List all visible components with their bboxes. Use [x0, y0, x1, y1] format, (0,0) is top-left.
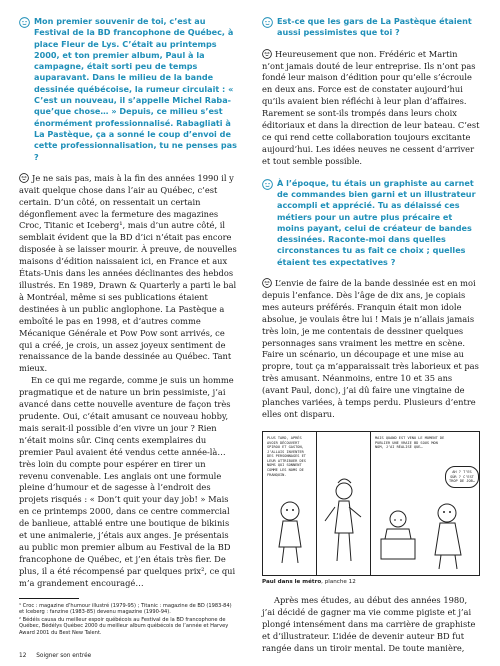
page-number: 12 — [19, 653, 27, 659]
answer-text: Heureusement que non. Frédéric et Martin n’ont jamais douté de leur entreprise. Ils n’ont pas fondé leur maison d’édition pour qu’elle s’écroule en deux ans. Force est de constater aujourd’hui qu’ils avaient bien réfléchi à leur plan d’affaires. Rarement se sont-ils trompés dans leurs choix éditoriaux et dans la direction de leur bateau. C’est ce qui rend cette collaboration toujours excitante aujourd’hui. Les idées neuves ne cessent d’arriver et tout semble possible. — [262, 48, 480, 166]
comic-bubble: AH ? T’ES SÛR ? C’EST TROP DE JOB… — [445, 466, 479, 488]
caption-detail: , planche 12 — [321, 578, 356, 585]
answer-paragraph — [262, 278, 480, 421]
interview-question — [262, 178, 480, 268]
interview-question — [262, 16, 480, 39]
section-title: Soigner son entrée — [36, 653, 92, 659]
footnote-divider — [19, 598, 79, 599]
comic-character-drawing — [269, 497, 311, 567]
interview-answer — [262, 595, 480, 655]
comic-panel — [371, 432, 481, 575]
question-text: Est-ce que les gars de La Pastèque étaient aussi pessimistes que toi ? — [277, 16, 472, 38]
comic-strip-image — [262, 431, 480, 576]
page-footer — [19, 653, 99, 659]
answer-text: L’envie de faire de la bande dessinée est en moi depuis l’enfance. Dès l’âge de dix ans, je copiais mes auteurs préférés. Franquin était mon idole absolue, je voulais être lui ! Mais je n’allais jamais très loin, je me contentais de dessiner quelques personnages sans vraiment les mettre en scène. Faire un scénario, un découpage et une mise au propre, tout ça m’apparaissait très laborieux et pas très amusant. Néanmoins, entre 10 et 35 ans (avant Paul, donc), j’ai dû faire une vingtaine de planches variées, à temps perdu. Plusieurs d’entre elles ont disparu. — [262, 278, 479, 419]
comic-bubble: PLUS TARD, APRÈS AVOIR DÉCOUVERT SPIROU ET GASTON, J’ALLAIS INVENTER DES PERSONNAGES ET LEUR ATTRIBUER DES NOMS QUI SONNENT COMME LES NOMS DE FRANQUIN. — [267, 435, 306, 477]
footnotes — [19, 603, 237, 637]
comic-characters-drawing — [377, 499, 473, 571]
author-face-icon — [262, 49, 272, 59]
left-column — [19, 16, 237, 638]
question-text: À l’époque, tu étais un graphiste au carnet de commandes bien garni et un illustrateur accompli et apprécié. Tu as délaissé ces métiers pour un autre plus précaire et moins payant, celui de créateur de bandes dessinées. Raconte-moi dans quelles circonstances tu as fait ce choix ; quelles étaient tes expectatives ? — [277, 177, 476, 267]
interview-answer — [262, 278, 480, 421]
author-face-icon — [262, 278, 272, 288]
interviewer-face-icon — [262, 17, 273, 28]
answer-paragraph — [262, 49, 480, 168]
comic-panel — [263, 432, 317, 575]
question-text: Mon premier souvenir de toi, c’est au Festival de la BD francophone de Québec, à place Fleur de Lys. C’était au printemps 2000, et ton premier album, Paul à la campagne, était sorti peu de temps auparavant. Dans le milieu de la bande dessinée québécoise, la rumeur circulait : « C’est un nouveau, il s’appelle Michel Raba-que’que chose… » Depuis, ce milieu s’est énormément professionnalisé. Rabagliati à La Pastèque, ça a sonné le coup d’envoi de cette professionnalisation, tu ne penses pas ? — [34, 16, 237, 162]
interview-answer — [19, 173, 237, 590]
answer-text: Je ne sais pas, mais à la fin des années 1990 il y avait quelque chose dans l’air au Québec, c’est certain. D’un côté, on ressentait un certain dégonflement avec la fermeture des magazines Croc, Titanic et Iceberg¹, mais d’un autre côté, il semblait évident que la BD d’ici n’était pas encore disposée à se laisser mourir. À preuve, de nouvelles maisons d’édition naissaient ici, en France et aux États-Unis dans les années déclinantes des hebdos illustrés. En 1989, Drawn & Quarterly a parti le bal à Montréal, même si ses publications étaient destinées à un public anglophone. La Pastèque a emboîté le pas en 1998, et d’autres comme Mécanique Générale et Pow Pow sont arrivés, ce qui a créé, je crois, un assez joyeux sentiment de renaissance de la bande dessinée au Québec. Tant mieux. — [19, 172, 237, 374]
footnote: ² Bédéis causa du meilleur espoir québécois au Festival de la BD francophone de Québec, Bédélys Québec 2000 du meilleur album québécois de l’année et Harvey Award 2001 du Best New Talent. — [19, 616, 229, 636]
interview-question — [19, 16, 237, 163]
answer-paragraph: En ce qui me regarde, comme je suis un homme pragmatique et de nature un brin pessimiste, j’ai avancé dans cette nouvelle aventure de façon très prudente. Oui, c’était amusant ce nouveau hobby, mais serait-il possible d’en vivre un jour ? Rien n’était moins sûr. Cinq cents exemplaires du premier Paul avaient été vendus cette année-là… très loin du compte pour espérer en tirer un revenu convenable. Les anglais ont une formule pleine d’humour et de sagesse à l’endroit des projets risqués : « Don’t quit your day job! » Mais en ce printemps 2000, dans ce centre commercial de banlieue, attablé entre une boutique de bikinis et une animalerie, j’étais aux anges. Je présentais au public mon premier album au Festival de la BD francophone de Québec, et j’en étais très fier. De plus, il a été récompensé par quelques prix², ce qui m’a grandement encouragé… — [19, 375, 236, 588]
footnote: ¹ Croc : magazine d’humour illustré (1979-95) ; Titanic : magazine de BD (1983-84) et Iceberg : fanzine (1983-85) devenu magazine (1990-94). — [19, 602, 232, 616]
caption-title: Paul dans le métro — [262, 578, 322, 585]
comic-panel — [317, 432, 371, 575]
interviewer-face-icon — [262, 179, 273, 190]
right-column — [262, 16, 480, 654]
interviewer-face-icon — [19, 17, 30, 28]
author-face-icon — [19, 173, 29, 183]
interview-answer — [262, 49, 480, 168]
answer-paragraph — [19, 173, 237, 375]
comic-caption — [262, 579, 480, 585]
comic-character-drawing — [321, 477, 367, 567]
comic-bubble: MAIS QUAND EST VENU LE MOMENT DE PUBLIER UNE VRAIE BD SOUS MON NOM, J’AI RÉALISÉ QUE… — [375, 435, 445, 450]
answer-paragraph: Après mes études, au début des années 1980, j’ai décidé de gagner ma vie comme pigiste et j’ai plongé intensément dans ma carrière de graphiste et d’illustrateur. L’idée de devenir auteur BD fut rangée dans un tiroir mental. De toute manière, — [262, 594, 476, 653]
